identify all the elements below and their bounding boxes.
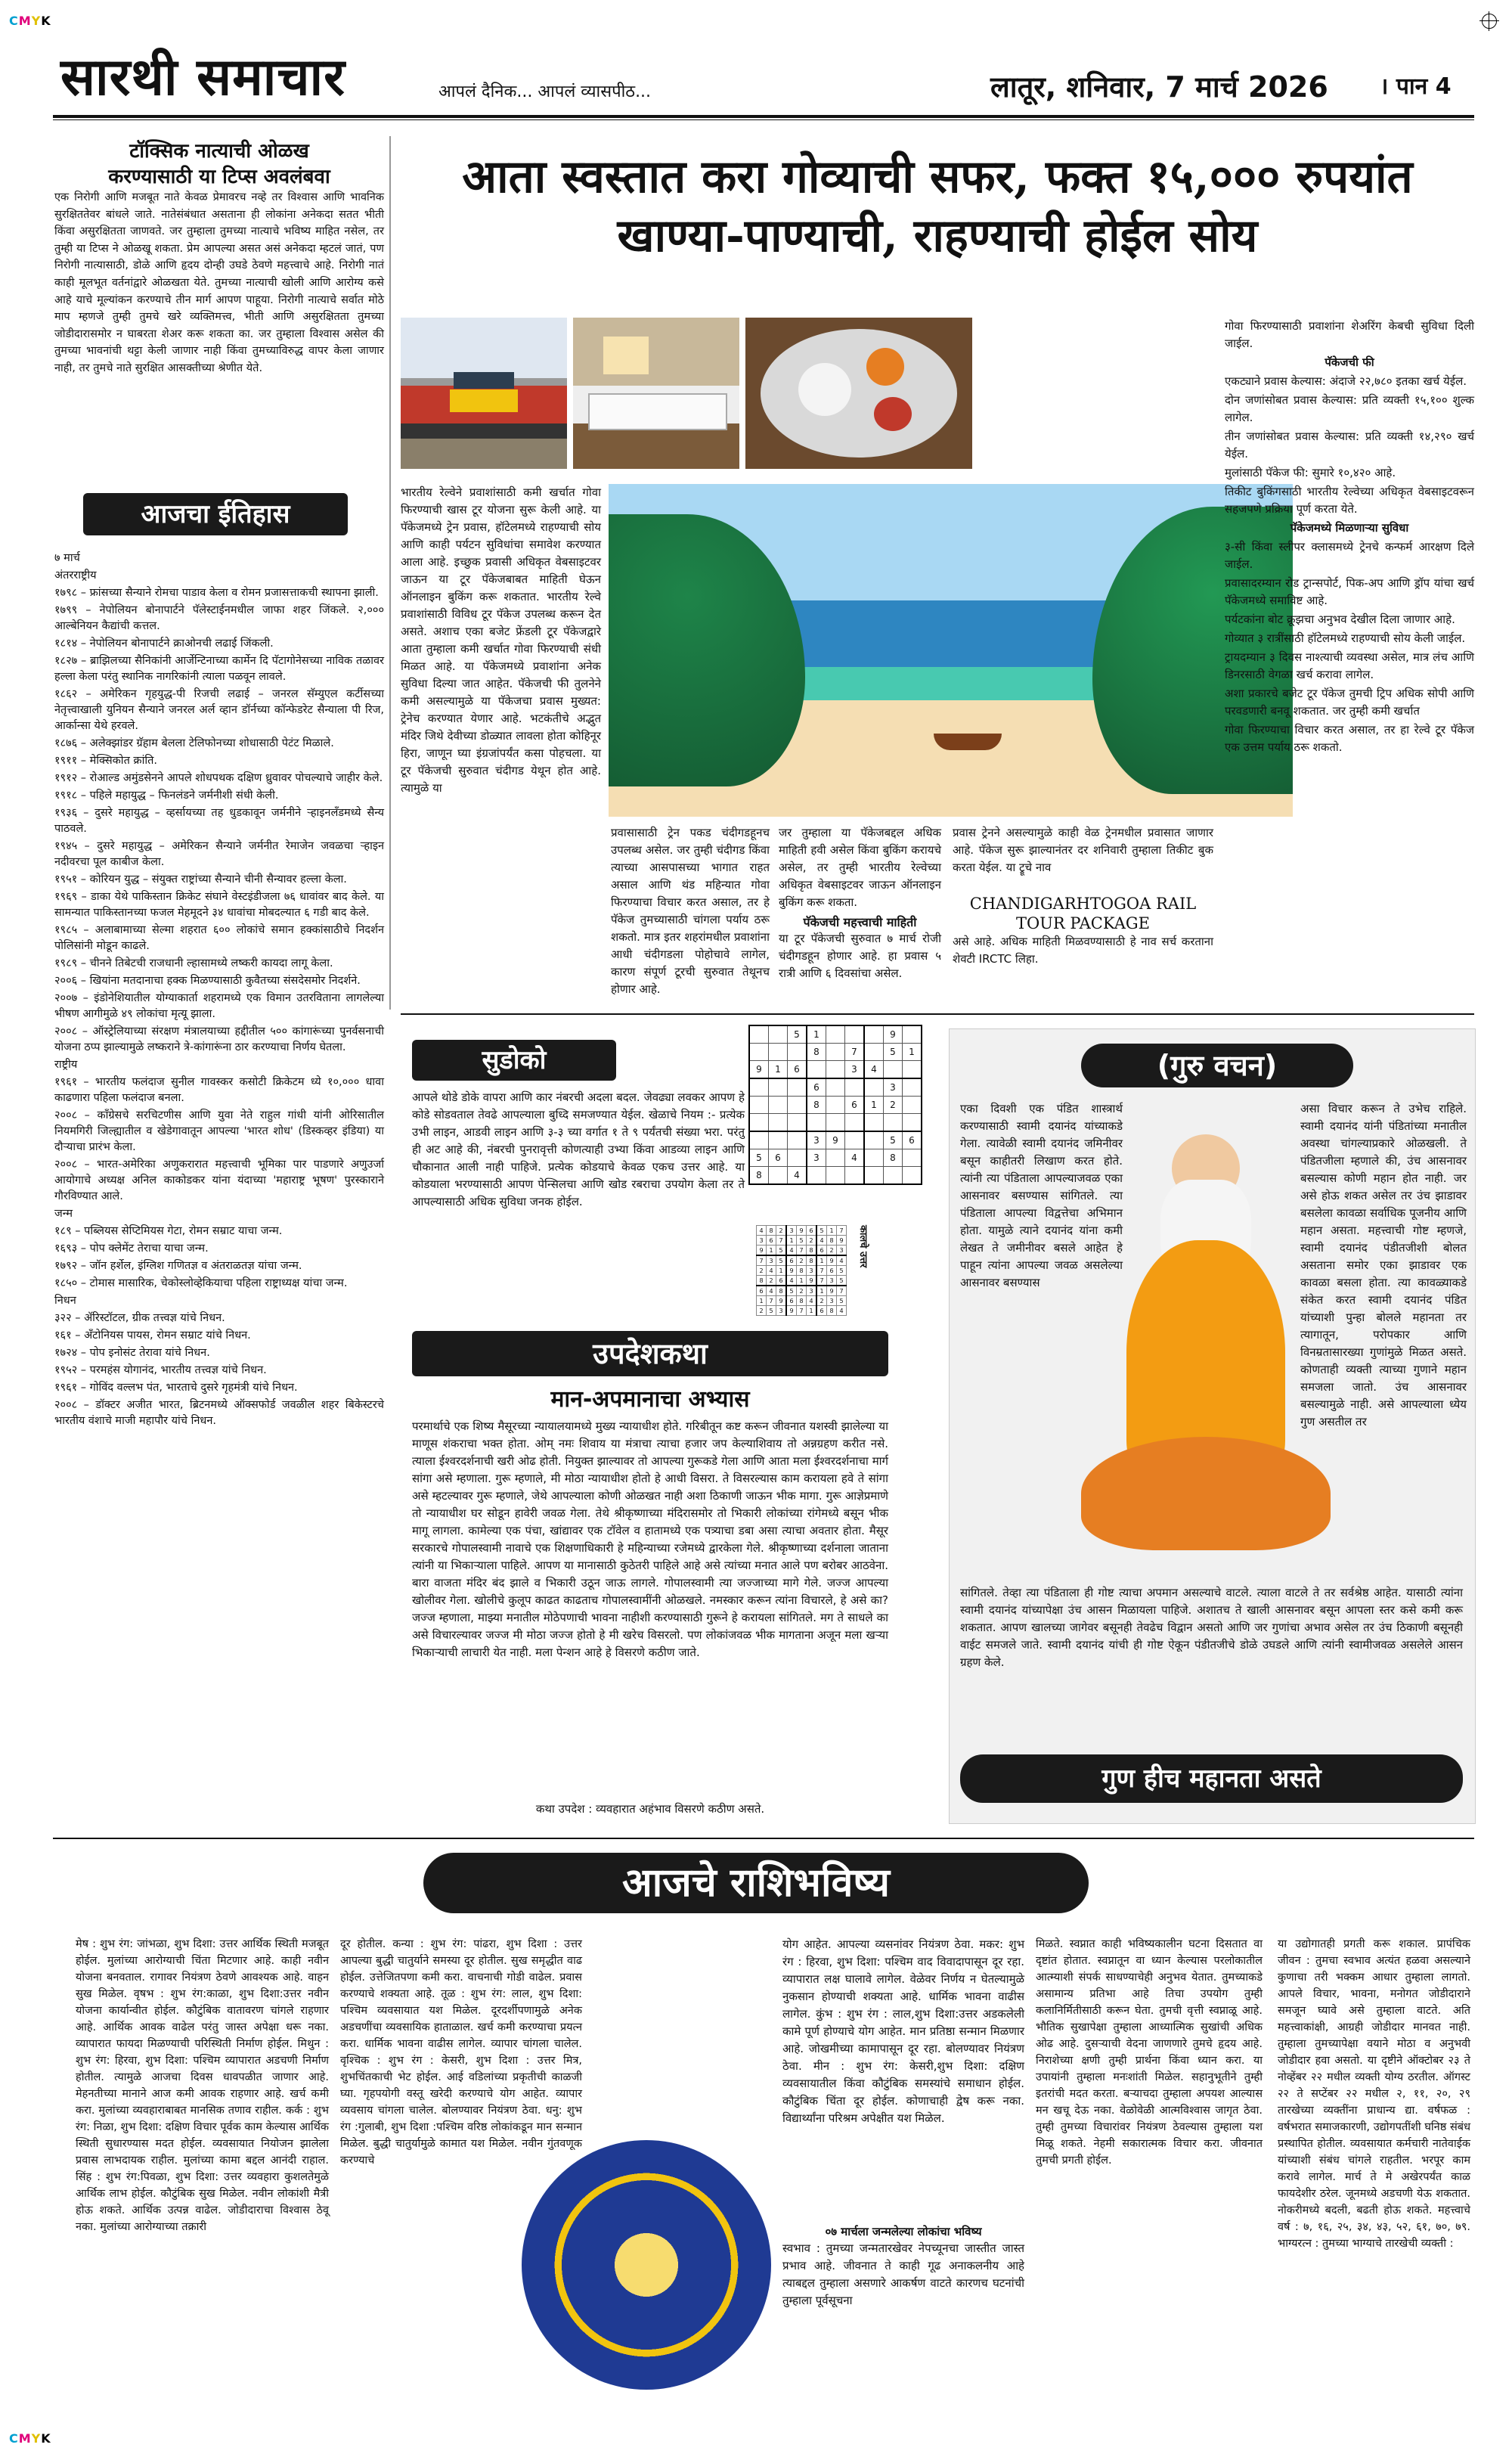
sudoku-cell [807,1061,826,1079]
sudoku-answer-cell: 6 [786,1296,797,1306]
sage-illustration [1081,1104,1331,1573]
history-line: १६९३ – पोप क्लेमेंट तेराचा याचा जन्म. [54,1242,209,1255]
sudoku-cell: 4 [864,1061,884,1079]
sudoku-answer-cell: 7 [837,1226,847,1236]
sudoku-answer-cell: 2 [807,1236,817,1246]
history-line: अंतरराष्ट्रीय [54,569,97,582]
upadesh-body: परमार्थाचे एक शिष्य मैसूरच्या न्यायालयामध्ये मुख्य न्यायाधीश होते. गरिबीतून कष्ट करून जीवनात यशस्वी झालेल्या या माणूस शंकराचा भक्त होता. ओम् नमः शिवाय या मंत्राचा त्याचा हजार जप केल्याशिवाय तो अन्नग्रहण करीत नसे. त्याला ईश्वरदर्शनाची खरी ओढ होती. नियुक्त झाल्यावर तो आपल्या गुरूकडे गेला आणि आता मला ईश्वरदर्शनाचा मार्ग सांगा असे म्हणाला. गुरू म्हणाले, मी मोठा न्यायाधीश होतो हे आधी विसरा. ते विसरल्यास काम करायला हवे ते सांगा असे म्हटल्यावर गुरू म्हणाले, जेथे आपल्याला कोणी ओळखत नाही अशा ठिकाणी जाऊन भीक मागा. गुरू आज्ञेप्रमाणे तो न्यायाधीश घर सोडून हावेरी जवळ गेला. तेथे श्रीकृष्णाच्या मंदिरासमोर तो भिकारी लोकांच्या रांगेमध्ये बसून भीक मागू लागला. कामेल्या एक पंचा, खांद्यावर एक टॉवेल व हातामध्ये एक पत्र्याचा डबा असा त्याचा अवतार होता. मैसूर सरकारचे गोपालस्वामी नावाचे एक शिक्षणाधिकारी हे महिन्याच्या रजेमध्ये द्वारकेला गेले. श्रीकृष्णाच्या दर्शनाला जाताना त्यांनी या भिकाऱ्याला पाहिले. आपण या मानासाठी कुठेतरी पाहिले आहे असे त्यांच्या मनात आले पण बरोबर आठवेना. बारा वाजता मंदिर बंद झाले व भिकारी उठून जाऊ लागले. गोपालस्वामी त्या जज्जाच्या मागे गेले. जज्ज आपल्या खोलीवर गेला. खोलीचे कुलूप काढत काढताच गोपालस्वामींनी ओळखले. नमस्कार करून त्यांना विचारले, हे असे का? जज्ज म्हणाला, माझ्या मनातील मोठेपणाची भावना नाहीशी करण्यासाठी गुरूने हे करायला सांगितले. मग ते साधले का असे विचारल्यावर जज्ज मी मोठा जज्ज होतो हे मी खरेच विसरलो. पण लोकांजवळ भीक मागताना अजून मला खऱ्या भिकाऱ्याची लाचारी येत नाही. मला पेन्शन आहे हे विसरणे कठीण जाते. [412,1419,888,1659]
sudoku-cell [826,1025,845,1044]
sudoku-answer-cell: 1 [816,1255,827,1266]
issue-date: लातूर, शनिवार, 7 मार्च 2026 [990,70,1328,104]
goa-right-paragraph: प्रवासादरम्यान रोड ट्रान्सपोर्ट, पिक-अप आणि ड्रॉप यांचा खर्च पॅकेजमध्ये समाविष्ट आहे. [1225,576,1474,607]
sudoku-answer-cell: 7 [816,1266,827,1276]
history-line: राष्ट्रीय [54,1059,78,1071]
sudoku-answer-cell: 5 [837,1276,847,1286]
sudoku-answer-cell: 7 [797,1306,807,1316]
sudoku-answer-cell: 4 [757,1226,767,1236]
sudoku-cell: 1 [903,1044,922,1061]
sudoku-cell [807,1114,826,1132]
sudoku-answer-cell: 1 [786,1236,797,1246]
sudoku-cell: 3 [807,1131,826,1149]
sudoku-cell [788,1114,807,1132]
sudoku-cell: 9 [826,1131,845,1149]
sudoku-cell: 8 [749,1167,769,1185]
birthday-heading: ०७ मार्चला जन्मलेल्या लोकांचा भविष्य [825,2225,982,2238]
sudoku-answer-cell: 1 [807,1306,817,1316]
sudoku-cell [903,1097,922,1114]
sudoku-cell [769,1167,788,1185]
history-line: १९३६ – दुसरे महायुद्ध – व्हर्सायच्या तह धुडकावून जर्मनीने ऱ्हाइनलॅंडमध्ये सैन्य पाठवले. [54,807,384,835]
sudoku-answer-cell: 5 [776,1246,787,1256]
goa-right-paragraph: गोवा फिरण्याचा विचार करत असाल, तर हा रेल्वे टूर पॅकेज एक उत्तम पर्याय ठरू शकतो. [1225,723,1474,754]
history-line: १८२७ – ब्राझिलच्या सैनिकांनी आर्जेन्टिनाच्या कार्मेन दि पॅटागोनेसच्या नाविक तळावर हल्ला केला परंतु स्थानिक नागरिकांनी त्याला पळवून लावले. [54,655,384,683]
sudoku-answer-cell: 9 [786,1306,797,1316]
header-rule-thin [53,119,1474,120]
sudoku-cell: 6 [788,1061,807,1079]
history-line: २००८ – काँग्रेसचे सरचिटणीस आणि युवा नेते राहुल गांधी यांनी ओरिसातील नियमगिरी जिल्ह्यातील व खेडेगावातून आपल्या 'भारत शोध' (डिस्कव्हर इंडिया) या दौऱ्याचा प्रारंभ केला. [54,1109,384,1153]
history-line: निधन [54,1295,76,1307]
history-line: १९८५ – अलाबामाच्या सेल्मा शहरात ६०० लोकांचे समान हक्कांसाठीचे निदर्शन पोलिसांनी मोडून काढले. [54,924,384,952]
sudoku-cell [903,1149,922,1167]
sudoku-answer-cell: 2 [797,1255,807,1266]
sudoku-answer-cell: 9 [827,1255,837,1266]
sudoku-answer-cell: 4 [786,1246,797,1256]
sudoku-cell: 8 [884,1149,903,1167]
article-title-line1: टॉक्सिक नात्याची ओळख [129,140,309,163]
sudoku-cell: 6 [903,1131,922,1149]
sudoku-answer-cell: 5 [837,1266,847,1276]
goa-info-heading: पॅकेजची महत्त्वाची माहिती [803,915,917,929]
sudoku-answer-cell: 8 [757,1276,767,1286]
sudoku-cell [903,1025,922,1044]
upadesh-moral: कथा उपदेश : व्यवहारात अहंभाव विसरणे कठीण असते. [535,1802,765,1816]
history-line: १७९२ – जॉन हर्शेल, इंग्लिश गणितज्ञ व अंतराळतज्ञ यांचा जन्म. [54,1260,302,1272]
goa-beach-photo [609,484,1293,817]
sudoku-cell [884,1061,903,1079]
goa-right-paragraph: गोव्यात ३ रात्रींसाठी हॉटेलमध्ये राहण्याची सोय केली जाईल. [1225,631,1466,645]
history-line: २००७ – इंडोनेशियातील योग्याकार्ता शहरामध्ये एक विमान उतरविताना लागलेल्या भीषण आगीमुळे ४९ लोकांचा मृत्यू झाला. [54,992,384,1020]
sudoku-answer-cell: 2 [757,1306,767,1316]
sudoku-cell: 3 [845,1061,865,1079]
sudoku-cell: 2 [884,1097,903,1114]
rashi-title: आजचे राशिभविष्य [423,1853,1089,1913]
sudoku-cell: 1 [769,1061,788,1079]
rashi-column-5: या उद्योगातही प्रगती करू शकाल. प्रापंचिक जीवन : तुमचा स्वभाव अत्यंत हळवा असल्याने कुणाचा तरी भक्कम आधार तुम्हाला लागतो. आपले विचार, भावना, मनोगत जोडीदाराने समजून घ्यावे असे तुम्हाला वाटते. अति महत्त्वाकांक्षी, आग्रही जोडीदार मानवत नाही. तुम्हाला तुमच्यापेक्षा वयाने मोठा व अनुभवी जोडीदार हवा असतो. या दृष्टीने ऑक्टोबर २३ ते नोव्हेंबर २२ मधील व्यक्ती योग्य ठरतील. ऑगस्ट २२ ते सप्टेंबर २२ मधील २, ११, २०, २९ तारखेच्या व्यक्तींना प्राधान्य द्या. वर्षफळ : वर्षभरात समाजकारणी, उद्योगपतींशी घनिष्ठ संबंध प्रस्थापित होतील. व्यवसायात कर्मचारी नातेवाईक यांच्याशी संबंध चांगले राहतील. भरपूर काम करावे लागेल. मार्च ते मे अखेरपर्यंत काळ फायदेशीर ठरेल. जूनमध्ये अडचणी येऊ शकतात. नोकरीमध्ये बदली, बढती होऊ शकते. महत्त्वाचे वर्ष : ७, १६, २५, ३४, ४३, ५२, ६१, ७०, ७९. भाग्यरत्न : तुमच्या भाग्याचे तारखेची व्यक्ती : [1278,1938,1470,2250]
sudoku-answer-cell: 3 [776,1306,787,1316]
sudoku-cell [903,1114,922,1132]
goa-column-d [953,824,1213,991]
sudoku-answer-cell: 5 [767,1306,776,1316]
sudoku-cell [826,1061,845,1079]
sudoku-cell [769,1114,788,1132]
history-line: १९१२ – रोआल्ड अमुंडसेनने आपले शोधपथक दक्षिण ध्रुवावर पोचल्याचे जाहीर केले. [54,772,383,784]
upadesh-subtitle: मान-अपमानाचा अभ्यास [550,1386,750,1413]
history-line: १९६१ – गोविंद वल्लभ पंत, भारताचे दुसरे गृहमंत्री यांचे निधन. [54,1382,298,1394]
goa-right-paragraph: गोवा फिरण्यासाठी प्रवाशांना शेअरिंग केबची सुविधा दिली जाईल. [1225,319,1474,350]
sudoku-answer-cell: 6 [776,1276,787,1286]
hotel-room-photo [573,318,739,469]
sudoku-cell [749,1114,769,1132]
sudoku-answer-cell: 6 [767,1236,776,1246]
sudoku-answer-cell: 2 [776,1226,787,1236]
sudoku-answer-cell: 4 [786,1276,797,1286]
sudoku-cell: 3 [884,1078,903,1097]
sudoku-cell: 6 [807,1078,826,1097]
sudoku-cell [807,1167,826,1185]
sudoku-cell [864,1025,884,1044]
sudoku-answer-cell: 5 [837,1296,847,1306]
sudoku-answer-cell: 3 [767,1255,776,1266]
goa-booking-text: जर तुम्हाला या पॅकेजबद्दल अधिक माहिती हवी असेल किंवा बुकिंग करायचे असेल, तर तुम्ही भारतीय रेल्वेच्या अधिकृत वेबसाइटवर जाऊन ऑनलाइन बुकिंग करू शकता. [779,826,941,909]
goa-headline: आता स्वस्तात करा गोव्याची सफर, फक्त १५,००० रुपयांत खाण्या-पाण्याची, राहण्याची होईल सोय [462,150,1413,262]
sudoku-cell: 7 [845,1044,865,1061]
sudoku-cell [749,1044,769,1061]
sudoku-answer-cell: 6 [786,1255,797,1266]
guru-left-text: एका दिवशी एक पंडित शास्त्रार्थ करण्यासाठी स्वामी दयानंद यांच्याकडे गेला. त्यावेळी स्वामी दयानंद जमिनीवर बसून काहीतरी लिखाण करत होते. त्यांनी त्या पंडिताला आपल्याजवळ एका आसनावर बसण्यास सांगितले. त्या पंडिताला आपल्या विद्वत्तेचा अभिमान होता. यामुळे त्याने दयानंद यांना कमी लेखत ते जमीनीवर बसले आहेत हे पाहून त्यांना आपल्या जवळ असलेल्या आसनावर बसण्यास [960,1102,1123,1289]
sudoku-cell [769,1044,788,1061]
sudoku-cell [845,1025,865,1044]
history-line: १९१८ – पहिले महायुद्ध – फिनलंडने जर्मनीशी संधी केली. [54,789,279,802]
history-line: १६१ – अँटोनियस पायस, रोमन सम्राट यांचे निधन. [54,1329,251,1342]
history-line: २००८ – ऑस्ट्रेलियाच्या संरक्षण मंत्रालयाच्या हद्दीतील ५०० कांगारूंच्या पुनर्वसनाची योजना ठप्प झाल्यामुळे लष्कराने त्रे-कांगारूंना ठार करण्याचा निर्णय घेतला. [54,1025,384,1053]
sudoku-answer-cell: 7 [816,1276,827,1286]
sudoku-answer-cell: 6 [807,1226,817,1236]
history-line: १८६२ – अमेरिकन गृहयुद्ध-पी रिजची लढाई – जनरल सॅम्युएल कर्टीसच्या नेतृत्त्वाखाली युनियन सैन्याने जनरल अर्ल व्हान डॉर्नच्या कॉन्फेडरेट सैन्याला पी रिज, आर्कान्सा येथे हरवले. [54,688,384,732]
sudoku-cell [845,1167,865,1185]
sudoku-cell: 1 [864,1097,884,1114]
sudoku-answer-cell: 5 [816,1226,827,1236]
history-line: १९८९ – चीनने तिबेटची राजधानी ल्हासामध्ये लष्करी कायदा लागू केला. [54,957,333,969]
rashi-column-3 [782,1936,1024,2435]
sudoku-cell [864,1131,884,1149]
sudoku-answer-cell: 7 [776,1236,787,1246]
sudoku-cell [788,1044,807,1061]
guru-bottom-text: सांगितले. तेव्हा त्या पंडिताला ही गोष्ट त्याचा अपमान असल्याचे वाटले. त्याला वाटले ते तर सर्वश्रेष्ठ आहेत. यासाठी त्यांना स्वामी दयानंद यांच्यापेक्षा उंच आसन मिळायला पाहिजे. अशातच ते खाली आसनावर बसून आपला स्तर कसे कमी करू शकतात. आपण खालच्या जागेवर बसूनही तेवढेच विद्वान असतो आणि जर गुणांचा अभाव असेल तर उंच ठिकाणी बसूनही वाईट समजले जाते. स्वामी दयानंद यांची ही गोष्ट ऐकून पंडीतजीचे डोळे उघडले आणि त्यांनी स्वामीजवळ असलेले आसन ग्रहण केले. [960,1586,1463,1669]
sudoku-answer-cell: 7 [797,1246,807,1256]
article-body: एक निरोगी आणि मजबूत नाते केवळ प्रेमावरच नव्हे तर विश्वास आणि भावनिक सुरक्षिततेवर बांधले जाते. नातेसंबंधात असताना ही लोकांना अनेकदा सतत भीती किंवा असुरक्षितता जाणवते. जर तुम्हाला तुमच्या नात्याचे भविष्य माहित नसेल, तर तुम्ही या टिप्स ने ओळखू शकता. प्रेम आपल्या असत असं अनेकदा म्हटलं जातं, पण निरोगी नात्यासाठी, डोळे आणि हृदय दोन्ही उघडे ठेवणे महत्त्वाचे आहे. निरोगी नातं काही मूलभूत वर्तनांद्वारे ओळखता येते. तुमच्या नात्याची खोली आणि आरोग्य कसे आहे याचे मूल्यांकन करण्याचे तीन मार्ग आपण पाहूया. निरोगी नात्याचे सर्वात मोठे माप म्हणजे तुम्ही तुमचे खरे व्यक्तिमत्त्व, भीती आणि असुरक्षितता तुमच्या जोडीदारासमोर न घाबरता शेअर करू शकता का. जर तुम्हाला विश्वास असेल की तुमच्या भावनांची थट्टा केली जाणार नाही किंवा तुमच्याविरुद्ध वापर केला जाणार नाही, तर तुमचे नाते सुरक्षित आसक्तीच्या श्रेणीत येते. [54,191,384,374]
sudoku-cell [749,1078,769,1097]
history-list [54,551,384,1791]
sudoku-cell [769,1097,788,1114]
sudoku-answer-cell: 7 [767,1296,776,1306]
sudoku-cell: 5 [788,1025,807,1044]
sudoku-answer-cell: 2 [767,1276,776,1286]
sudoku-cell [769,1025,788,1044]
sudoku-answer-cell: 3 [827,1276,837,1286]
sudoku-answer-cell: 2 [757,1266,767,1276]
column-divider [389,136,391,1010]
sudoku-cell [903,1078,922,1097]
sudoku-answer-cell: 4 [837,1306,847,1316]
history-line: जन्म [54,1208,73,1220]
sudoku-answer-cell: 4 [767,1266,776,1276]
sudoku-answer-cell: 3 [786,1226,797,1236]
section-rule [401,1013,1474,1015]
sudoku-cell [864,1114,884,1132]
sudoku-cell [903,1167,922,1185]
history-line: १७२४ – पोप इनोसंट तेरावा यांचे निधन. [54,1347,210,1359]
sudoku-answer-cell: 6 [757,1286,767,1296]
article-title-line2: करण्यासाठी या टिप्स अवलंबवा [108,166,330,188]
sudoku-answer-grid [756,1225,847,1316]
goa-right-paragraph: तिकीट बुकिंगसाठी भारतीय रेल्वेच्या अधिकृत वेबसाइटवरून सहजपणे प्रक्रिया पूर्ण करता येते. [1225,485,1474,516]
sudoku-answer-cell: 8 [827,1306,837,1316]
sudoku-answer-cell: 4 [807,1296,817,1306]
sudoku-cell [826,1149,845,1167]
history-title: आजचा ईतिहास [83,493,348,535]
goa-right-paragraph: एकट्याने प्रवास केल्यास: अंदाजे २२,७८० इतका खर्च येईल. [1225,374,1467,388]
registration-mark-icon [1482,14,1497,29]
sudoku-cell: 6 [769,1149,788,1167]
sudoku-answer-cell: 9 [837,1236,847,1246]
goa-info-text: या टूर पॅकेजची सुरुवात ७ मार्च रोजी चंदीगडहून होणार आहे. हा प्रवास ५ रात्री आणि ६ दिवसांचा असेल. [779,932,941,980]
sudoku-instructions: आपले थोडे डोके वापरा आणि कार नंबरची अदला बदल. जेवढ्या लवकर आपण हे कोडे सोडवताल तेवढे आपल्याला बुध्दि समजण्यात येईल. खेळाचे नियम :- प्रत्येक उभी लाइन, आडवी लाइन आणि ३-३ च्या वर्गात १ ते ९ पर्यंतची संख्या भरा. परंतु ही अट आहे की, नंबरची पुनरावृत्ती कोणत्याही उभ्या किंवा आडव्या लाइन आणि चौकानात आली नाही पाहिजे. प्रत्येक कोडयाचे केवळ एकच उत्तर आहे. या कोडयाला भरण्यासाठी आपण पेन्सिलचा आणि खोड रबराचा उपयोग केला तर ते आपल्यासाठी अधिक सुविधा जनक होईल. [412,1090,745,1208]
sudoku-cell [826,1044,845,1061]
sudoku-answer-cell: 2 [797,1286,807,1296]
sudoku-puzzle-grid [748,1025,922,1185]
guru-right-text: असा विचार करून ते उभेच राहिले. स्वामी दयानंद यांनी पंडितांच्या मनातील अवस्था चांगल्याप्रकारे ओळखली. ते पंडितजीला म्हणाले की, उंच आसनावर बसल्यास कोणी महान होत नाही. जर असे होऊ शकत असेल तर उंच झाडावर बसलेला कावळा सर्वाधिक पूजनीय आणि महान असता. महत्त्वाची गोष्ट म्हणजे, स्वामी दयानंद पंडीतजीशी बोलत असताना समोर एका झाडावर एक कावळा बसला होता. त्या कावळ्याकडे संकेत करत स्वामी दयानंद पंडित यांच्याशी पुन्हा बोलले महानता तर त्यागातून, परोपकार आणि विनम्रतासारख्या गुणांमुळे मिळत असते. कोणताही व्यक्ती त्याच्या गुणाने महान समजला जातो. उंच आसनावर बसल्यामुळे नाही. असे आपल्याला ध्येय गुण असतील तर [1300,1102,1467,1429]
sudoku-cell [864,1149,884,1167]
history-line: १९४५ – दुसरे महायुद्ध – अमेरिकन सैन्याने जर्मनीत रेमाजेन जवळचा ऱ्हाइन नदीवरचा पूल काबीज केला. [54,840,384,868]
sudoku-cell: 9 [749,1061,769,1079]
masthead-title: सारथी समाचार [60,47,345,107]
history-line: १९५१ – कोरियन युद्ध – संयुक्त राष्ट्रांच्या सैन्याने चीनी सैन्यावर हल्ला केला. [54,873,347,886]
yesterday-answer-label: कालचे उत्तर [857,1225,869,1268]
sudoku-cell: 5 [749,1149,769,1167]
history-line: ३२२ – ॲरिस्टॉटल, ग्रीक तत्त्वज्ञ यांचे निधन. [54,1312,225,1324]
sudoku-cell: 5 [884,1044,903,1061]
sudoku-answer-cell: 7 [837,1286,847,1296]
section-rule-rashi [53,1838,1474,1839]
sudoku-answer-cell: 8 [807,1246,817,1256]
sudoku-answer-cell: 4 [816,1236,827,1246]
sudoku-cell [749,1131,769,1149]
history-line: २००८ – डॉक्टर अजीत भारत, ब्रिटनमध्ये ऑक्सफोर्ड जवळील शहर बिकेस्टरचे भारतीय वंशाचे माजी महापौर यांचे निधन. [54,1399,384,1427]
goa-right-paragraph: दोन जणांसोबत प्रवास केल्यास: प्रति व्यक्ती १५,१०० शुल्क लागेल. [1225,393,1474,424]
sudoku-answer-cell: 9 [786,1266,797,1276]
sudoku-cell: 9 [884,1025,903,1044]
rashi-column-2: दूर होतील. कन्या : शुभ रंग: पांढरा, शुभ दिशा : उत्तर आपल्या बुद्धी चातुर्याने समस्या दूर होतील. सुख समृद्धीत वाढ होईल. उत्तेजितपणा कमी करा. वाचनाची गोडी वाढेल. प्रवास करण्याचे शक्यता आहे. तूळ : शुभ रंग: लाल, शुभ दिशा: पश्चिम व्यवसायात यश मिळेल. दूरदर्शीपणामुळे अनेक अडचणींचा व्यवसायिक हाताळाल. खर्च कमी करण्याचा प्रयत्न करा. धार्मिक भावना वाढीस लागेल. व्यापार चांगला चालेल. वृश्चिक : शुभ रंग : केसरी, शुभ दिशा : उत्तर मित्र, शुभचिंतकाची भेट होईल. आई वडिलांच्या प्रकृतीची काळजी घ्या. गृहपयोगी वस्तू खरेदी करण्याचे योग आहेत. व्यापार व्यवसाय चांगला चालेल. बोलण्यावर नियंत्रण ठेवा. धनु: शुभ रंग :गुलाबी, शुभ दिशा :पश्चिम वरिष्ठ लोकांकडून मान सन्मान मिळेल. बुद्धी चातुर्यामुळे कामात यश मिळेल. नवीन गुंतवणूक करण्याचे [340,1938,582,2167]
sudoku-answer-cell: 8 [797,1296,807,1306]
sudoku-answer-cell: 1 [816,1286,827,1296]
sudoku-answer-cell: 6 [827,1266,837,1276]
sudoku-cell: 3 [807,1149,826,1167]
history-line: १७९९ – नेपोलियन बोनापार्टने पॅलेस्टाईनमधील जाफा शहर जिंकले. २,००० आल्बेनियन कैद्यांची कत्तल. [54,604,384,632]
goa-search-text: असे आहे. अधिक माहिती मिळवण्यासाठी हे नाव सर्च करताना शेवटी IRCTC लिहा. [953,935,1213,966]
sudoku-cell [769,1131,788,1149]
history-line: १७९८ – फ्रांसच्या सैन्याने रोमचा पाडाव केला व रोमन प्रजासत्ताकची स्थापना झाली. [54,587,379,599]
guru-vachan-title: (गुरु वचन) [1081,1044,1353,1087]
sudoku-cell [788,1131,807,1149]
goa-right-column [1225,318,1474,1013]
sudoku-answer-cell: 8 [807,1255,817,1266]
history-line: २००६ – खियांना मतदानाचा हक्क मिळण्यासाठी कुवैतच्या संसदेसमोर निदर्शने. [54,975,361,987]
thali-food-photo [745,318,972,469]
sudoku-answer-cell: 8 [797,1266,807,1276]
goa-right-heading: पॅकेजची फी [1325,355,1374,369]
sudoku-answer-cell: 9 [776,1296,787,1306]
history-line: १८७६ – अलेक्झांडर ग्रॅहाम बेलला टेलिफोनच्या शोधासाठी पेटंट मिळाले. [54,737,334,749]
sudoku-answer-cell: 3 [837,1246,847,1256]
page-number: । पान 4 [1380,73,1452,100]
sudoku-cell [826,1167,845,1185]
sudoku-answer-cell: 4 [837,1255,847,1266]
sudoku-answer-cell: 6 [816,1306,827,1316]
history-line: ७ मार्च [54,552,80,564]
goa-right-paragraph: ट्रायदम्यान ३ दिवस नाश्त्याची व्यवस्था असेल, मात्र लंच आणि डिनरसाठी वेगळा खर्च करावा लागेल. [1225,650,1474,681]
sudoku-cell: 4 [788,1167,807,1185]
rashi-column-1: मेष : शुभ रंग: जांभळा, शुभ दिशा: उत्तर आर्थिक स्थिती मजबूत होईल. मुलांच्या आरोग्याची चिंता मिटणार आहे. काही नवीन योजना बनवताल. रागावर नियंत्रण ठेवणे आवश्यक आहे. वाहन सुख मिळेल. वृषभ : शुभ रंग:काळा, शुभ दिशा:उत्तर नवीन योजना कार्यान्वीत होईल. कौटुंबिक वातावरण चांगले राहणार आहे. आर्थिक आवक वाढेल परंतु जास्त अपेक्षा धरू नका. व्यापारात फायदा मिळण्याची परिस्थिती निर्माण होईल. मिथुन : शुभ रंग: हिरवा, शुभ दिशा: पश्चिम व्यापारात अडचणी निर्माण होतील. त्यामुळे आजचा दिवस धावपळीत जाणार आहे. मेहनतीच्या मानाने आज कमी आवक राहणार आहे. खर्च कमी करा. मुलांच्या व्यवहाराबाबत मानसिक तणाव राहील. कर्क : शुभ रंग: निळा, शुभ दिशा: दक्षिण विचार पूर्वक काम केल्यास आर्थिक स्थिती सुधारण्यास मदत होईल. व्यवसायात नियोजन झालेला प्रवास लाभदायक राहील. मुलांच्या कामा बद्दल आनंदी राहाल. सिंह : शुभ रंग:पिवळा, शुभ दिशा: उत्तर व्यवहारा कुशलतेमुळे आर्थिक लाभ होईल. कौटुंबिक सुख मिळेल. नवीन लोकांशी मैत्री होऊ शकते. आर्थिक उत्पन्न वाढेल. जोडीदाराचा विश्वास ठेवू नका. मुलांच्या आरोग्याच्या तक्रारी [76,1938,329,2233]
rashi-column-4: मिळते. स्वप्नात काही भविष्यकालीन घटना दिसतात वा दृष्टांत होतात. स्वप्नातून वा ध्यान केल्यास परलोकातील आत्म्याशी संपर्क साधण्याचेही अनुभव येतात. तुमच्याकडे असामान्य प्रतिभा आहे तिचा उपयोग तुम्ही कलानिर्मितीसाठी करून घेता. तुमची वृत्ती स्वप्नाळू आहे. भौतिक सुखापेक्षा तुम्हाला आध्यात्मिक सुखांची अधिक ओढ आहे. दुसऱ्याची वेदना जाणणारे तुमचे हृदय आहे. निराशेच्या क्षणी तुम्ही प्रार्थना किंवा ध्यान करा. या उपायांनी तुम्हाला मनःशांती मिळेल. सहानुभूतीने तुम्ही इतरांची मदत करता. बऱ्याचदा तुम्हाला अपयश आल्यास मन खचू देऊ नका. वेळोवेळी आत्मविश्वास जागृत ठेवा. तुम्ही तुमच्या विचारांवर नियंत्रण ठेवल्यास तुम्हाला यश मिळू शकते. नेहमी सकारात्मक विचार करा. जीवनात तुमची प्रगती होईल. [1036,1938,1263,2167]
train-photo [401,318,567,469]
goa-tour-text: प्रवास ट्रेनने असल्यामुळे काही वेळ ट्रेनमधील प्रवासात जाणार आहे. पॅकेज सुरू झाल्यानंतर दर शनिवारी तुम्हाला तिकीट बुक करता येईल. या ट्रूचे नाव [953,826,1213,874]
sudoku-answer-cell: 9 [827,1286,837,1296]
sudoku-cell [826,1097,845,1114]
sudoku-answer-cell: 8 [776,1286,787,1296]
sudoku-answer-cell: 1 [797,1276,807,1286]
goa-right-paragraph: तीन जणांसोबत प्रवास केल्यास: प्रति व्यक्ती १४,२९० खर्च येईल. [1225,430,1474,461]
goa-right-heading: पॅकेजमध्ये मिळणाऱ्या सुविधा [1290,521,1409,535]
sudoku-cell [788,1078,807,1097]
sudoku-cell [826,1114,845,1132]
sudoku-answer-cell: 5 [797,1236,807,1246]
history-line: १८१४ – नेपोलियन बोनापार्टने क्राओनची लढाई जिंकली. [54,637,274,650]
zodiac-wheel-icon [522,2140,771,2390]
sudoku-answer-cell: 1 [757,1296,767,1306]
sudoku-answer-cell: 2 [827,1246,837,1256]
sudoku-answer-cell: 1 [827,1226,837,1236]
sudoku-cell [788,1149,807,1167]
sudoku-cell [749,1097,769,1114]
history-line: १९११ – मेक्सिकोत क्रांति. [54,755,157,767]
sudoku-cell [788,1097,807,1114]
sudoku-cell [864,1167,884,1185]
masthead-tagline: आपलं दैनिक... आपलं व्यासपीठ... [438,82,652,101]
sudoku-cell [845,1078,865,1097]
goa-right-paragraph: ३-सी किंवा स्लीपर क्लासमध्ये ट्रेनचे कन्फर्म आरक्षण दिले जाईल. [1225,540,1474,571]
sudoku-answer-cell: 6 [816,1246,827,1256]
sudoku-answer-cell: 4 [767,1286,776,1296]
sudoku-answer-cell: 5 [786,1286,797,1296]
sudoku-answer-cell: 8 [767,1226,776,1236]
sudoku-answer-cell: 5 [776,1255,787,1266]
sudoku-answer-cell: 1 [767,1246,776,1256]
goa-right-paragraph: मुलांसाठी पॅकेज फी: सुमारे १०,४२० आहे. [1225,466,1396,479]
history-line: १९६१ – भारतीय फलंदाज सुनील गावस्कर कसोटी क्रिकेटम ध्ये १०,००० धावा काढणारा पहिला फलंदाज बनला. [54,1076,384,1104]
guru-caption: गुण हीच महानता असते [960,1754,1463,1803]
sudoku-cell: 8 [807,1044,826,1061]
sudoku-answer-cell: 1 [776,1266,787,1276]
sudoku-cell: 8 [807,1097,826,1114]
history-line: २००८ – भारत-अमेरिका अणुकरारात महत्त्वाची भूमिका पार पाडणारे अणुउर्जा आयोगाचे अध्यक्ष अनिल काकोडकर यांना यंदाच्या 'महाराष्ट्र भूषण' पुरस्काराने गौरविण्यात आले. [54,1159,384,1202]
goa-column-c [779,824,941,991]
tour-package-code: CHANDIGARHTOGOA RAIL TOUR PACKAGE [969,895,1197,932]
goa-right-paragraph: अशा प्रकारचे बजेट टूर पॅकेज तुमची ट्रिप अधिक सोपी आणि परवडणारी बनवू शकतात. जर तुम्ही कमी खर्चात [1225,687,1474,718]
history-line: १८५० – टोमास मासारिक, चेकोस्लोव्हेकियाचा पहिला राष्ट्राध्यक्ष यांचा जन्म. [54,1277,348,1289]
header-rule [53,115,1474,118]
goa-column-b: प्रवासासाठी ट्रेन पकड चंदीगडहूनच उपलब्ध असेल. जर तुम्ही चंदीगड किंवा त्याच्या आसपासच्या भागात राहत असाल आणि थंड महिन्यात गोवा फिरण्याचा विचार करत असाल, तर हे पॅकेज तुमच्यासाठी चांगला पर्याय ठरू शकतो. मात्र इतर शहरांमधील प्रवाशांना आधी चंदीगडला पोहोचावे लागेल, कारण संपूर्ण टूरची सुरुवात तेथूनच होणार आहे. [611,826,770,996]
sudoku-cell: 1 [807,1025,826,1044]
sudoku-title: सुडोको [412,1040,616,1081]
sudoku-cell [884,1167,903,1185]
history-line: १९६९ – डाका येथे पाकिस्तान क्रिकेट संघाने वेस्टइंडीजला ७६ धावांवर बाद केले. या सामन्यात पाकिस्तानच्या फजल मेहमूदने ३४ धावांचा मोबदल्यात ६ गडी बाद केले. [54,891,384,919]
sudoku-answer-cell: 3 [827,1296,837,1306]
sudoku-cell [749,1025,769,1044]
sudoku-answer-cell: 3 [807,1286,817,1296]
sudoku-answer-cell: 9 [757,1246,767,1256]
history-line: १९५२ – परमहंस योगानंद, भारतीय तत्त्वज्ञ यांचे निधन. [54,1364,267,1376]
sudoku-answer-cell: 3 [807,1266,817,1276]
sudoku-cell [864,1078,884,1097]
sudoku-answer-cell: 9 [797,1226,807,1236]
sudoku-cell [769,1078,788,1097]
sudoku-cell: 5 [884,1131,903,1149]
sudoku-cell [845,1114,865,1132]
history-line: १८९ – पब्लियस सेप्टिमियस गेटा, रोमन सम्राट याचा जन्म. [54,1225,283,1237]
sudoku-cell [864,1044,884,1061]
sudoku-cell: 6 [845,1097,865,1114]
sudoku-answer-cell: 8 [827,1236,837,1246]
birthday-text: स्वभाव : तुमच्या जन्मतारखेवर नेपच्यूनचा जास्तीत जास्त प्रभाव आहे. जीवनात ते काही गूढ अनाकलनीय आहे त्याबद्दल तुम्हाला असणारे आकर्षण वाटते कारणच घटनांची तुम्हाला पूर्वसूचना [782,2241,1024,2307]
upadesh-title: उपदेशकथा [412,1331,888,1376]
print-mark-cmyk-top: CMYK [9,14,51,28]
sudoku-cell [826,1078,845,1097]
sudoku-cell [845,1131,865,1149]
sudoku-cell [903,1061,922,1079]
rashi-col3-text: योग आहेत. आपल्या व्यसनांवर नियंत्रण ठेवा. मकर: शुभ रंग : हिरवा, शुभ दिशा: पश्चिम वाद विवादापासून दूर रहा. व्यापारात लक्ष घालावे लागेल. वेळेवर निर्णय न घेतल्यामुळे नुकसान होण्याची शक्यता आहे. धार्मिक भावना वाढीस लागेल. कुंभ : शुभ रंग : लाल,शुभ दिशा:उत्तर अडकलेली कामे पूर्ण होण्याचे योग आहेत. मान प्रतिष्ठा सन्मान मिळणार आहे. जोखमीच्या कामापासून दूर रहा. बोलण्यावर नियंत्रण ठेवा. मीन : शुभ रंग: केसरी,शुभ दिशा: दक्षिण व्यवसायातील किंवा कौटुंबिक समस्यांचे समाधान होईल. कौटुंबिक चिंता दूर होईल. कोणाचाही द्वेष करू नका. विद्यार्थ्यांना परिश्रम अपेक्षीत यश मिळेल. [782,1937,1024,2125]
goa-right-paragraph: पर्यटकांना बोट क्रूझचा अनुभव देखील दिला जाणार आहे. [1225,613,1455,626]
sudoku-answer-cell: 9 [807,1276,817,1286]
sudoku-answer-cell: 3 [757,1236,767,1246]
print-mark-cmyk-bottom: CMYK [9,2431,51,2446]
goa-column-a: भारतीय रेल्वेने प्रवाशांसाठी कमी खर्चात गोवा फिरण्याची खास टूर योजना सुरू केली आहे. या पॅकेजमध्ये ट्रेन प्रवास, हॉटेलमध्ये राहण्याची सोय आणि काही पर्यटन सुविधांचा समावेश करण्यात आला आहे. इच्छुक प्रवासी अधिकृत वेबसाइटवर जाऊन या टूर पॅकेजबाबत माहिती घेऊन ऑनलाइन बुकिंग करू शकतात. भारतीय रेल्वे प्रवाशांसाठी विविध टूर पॅकेज उपलब्ध करून देत असते. अशाच एका बजेट फ्रेंडली टूर पॅकेजद्वारे आता तुम्हाला कमी खर्चात गोवा फिरण्याची संधी मिळत आहे. या पॅकेजमध्ये प्रवाशांना अनेक सुविधा दिल्या जात आहेत. पॅकेजची फी तुलनेने कमी असल्यामुळे या पॅकेजचा प्रवास मुख्यत: ट्रेनेच करण्यात येणार आहे. भटकंतीचे अद्भुत मंदिर जिथे देवीच्या डोळ्यात लावला होता कोहिनूर हिरा, जाणून घ्या इंग्रजांपर्यंत कसा पोहचला. या टूर पॅकेजची सुरुवात चंदीगड येथून होत आहे. त्यामुळे या [401,485,601,795]
sudoku-cell: 4 [845,1149,865,1167]
sudoku-cell [884,1114,903,1132]
sudoku-answer-cell: 2 [816,1296,827,1306]
sudoku-answer-cell: 7 [757,1255,767,1266]
